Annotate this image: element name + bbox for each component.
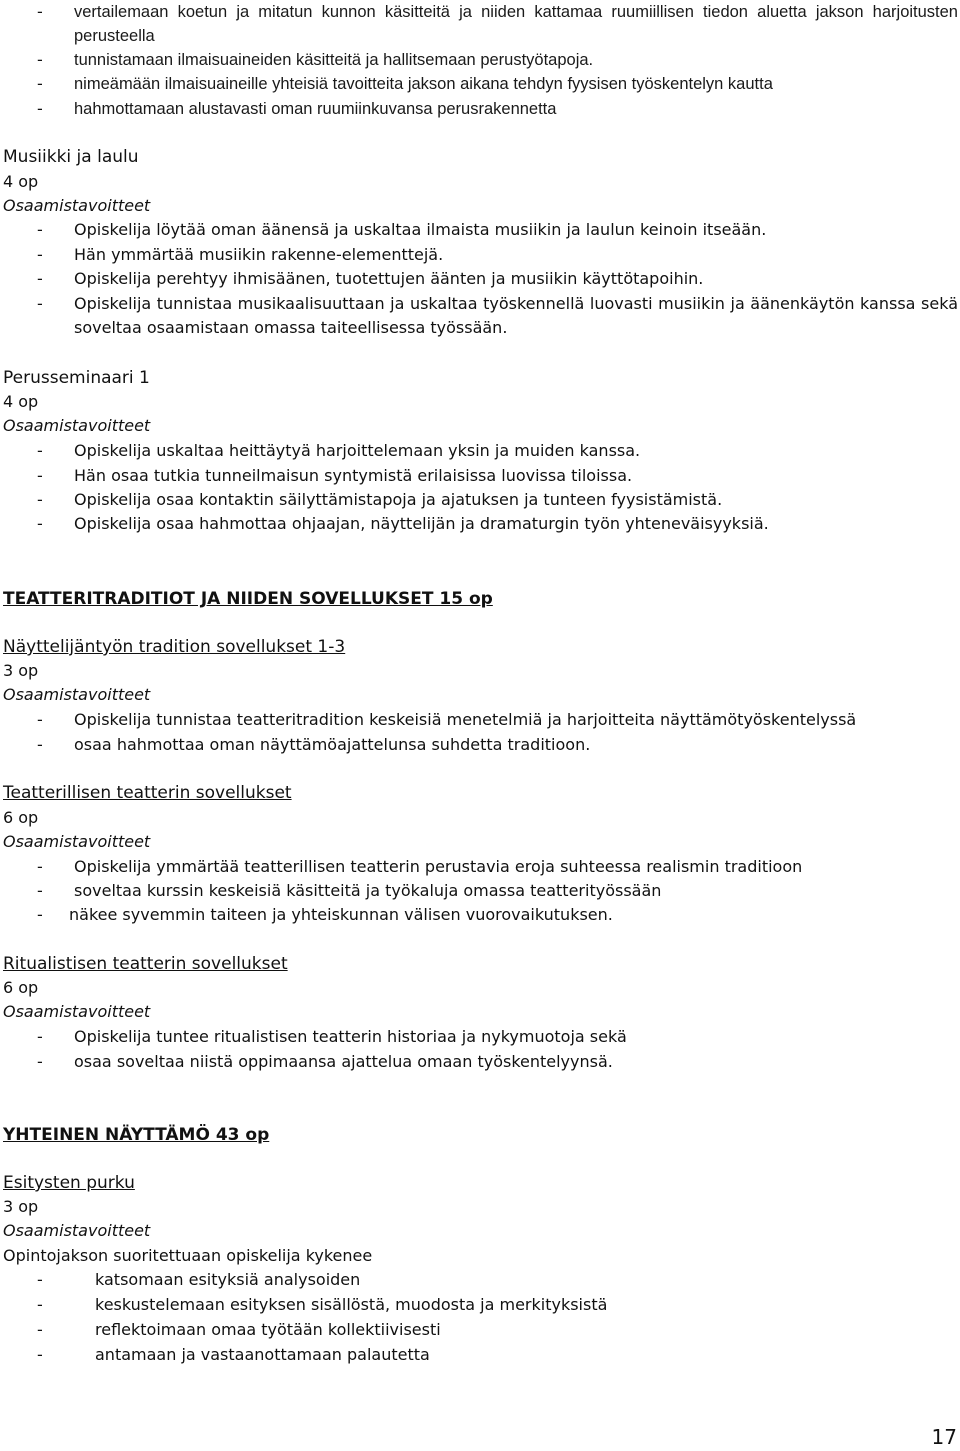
course-credits: 3 op xyxy=(3,661,39,680)
list-dash: - xyxy=(37,2,43,21)
list-dash: - xyxy=(37,1320,43,1339)
list-item: Opiskelija ymmärtää teatterillisen teatterin perustavia eroja suhteessa realismin traditioon xyxy=(74,857,803,876)
list-item: Opiskelija tunnistaa teatteritradition keskeisiä menetelmiä ja harjoitteita näyttämötyöskentelyssä xyxy=(74,710,857,729)
list-dash: - xyxy=(37,220,43,239)
list-dash: - xyxy=(37,881,43,900)
list-item: Opiskelija löytää oman äänensä ja uskaltaa ilmaista musiikin ja laulun keinoin itseään. xyxy=(74,220,767,239)
goals-label: Osaamistavoitteet xyxy=(3,1221,151,1240)
goals-label: Osaamistavoitteet xyxy=(3,685,151,704)
list-item: keskustelemaan esityksen sisällöstä, muodosta ja merkityksistä xyxy=(95,1295,608,1314)
course-title: Ritualistisen teatterin sovellukset xyxy=(3,954,288,974)
course-title: Perusseminaari 1 xyxy=(3,368,150,388)
course-credits: 4 op xyxy=(3,172,39,191)
section-heading: YHTEINEN NÄYTTÄMÖ 43 op xyxy=(3,1125,270,1145)
course-title: Musiikki ja laulu xyxy=(3,147,139,167)
list-dash: - xyxy=(37,490,43,509)
list-dash: - xyxy=(37,1345,43,1364)
list-item: osaa hahmottaa oman näyttämöajattelunsa suhdetta traditioon. xyxy=(74,735,591,754)
list-dash: - xyxy=(37,269,43,288)
list-dash: - xyxy=(37,74,43,93)
goals-label: Osaamistavoitteet xyxy=(3,196,151,215)
goals-label: Osaamistavoitteet xyxy=(3,1002,151,1021)
list-item: vertailemaan koetun ja mitatun kunnon käsitteitä ja niiden kattamaa ruumiillisen tiedon aluetta jakson harjoitusten perusteella xyxy=(74,3,958,45)
list-dash: - xyxy=(37,294,43,313)
goals-label: Osaamistavoitteet xyxy=(3,416,151,435)
list-item: Opiskelija tuntee ritualistisen teatterin historiaa ja nykymuotoja sekä xyxy=(74,1027,627,1046)
list-item: Opiskelija osaa hahmottaa ohjaajan, näyttelijän ja dramaturgin työn yhteneväisyyksiä. xyxy=(74,514,769,533)
list-item: Opiskelija tunnistaa musikaalisuuttaan ja uskaltaa työskennellä luovasti musiikin ja äänenkäytön kanssa sekä soveltaa osaamistaan omassa taiteellisessa työssään. xyxy=(74,294,958,337)
list-dash: - xyxy=(37,1052,43,1071)
course-credits: 6 op xyxy=(3,978,39,997)
course-credits: 4 op xyxy=(3,392,39,411)
list-dash: - xyxy=(37,99,43,118)
list-item: Opiskelija perehtyy ihmisäänen, tuotettujen äänten ja musiikin käyttötapoihin. xyxy=(74,269,704,288)
course-credits: 3 op xyxy=(3,1197,39,1216)
list-dash: - xyxy=(37,905,43,924)
list-item: tunnistamaan ilmaisuaineiden käsitteitä ja hallitsemaan perustyötapoja. xyxy=(74,51,594,69)
course-lead-text: Opintojakson suoritettuaan opiskelija kykenee xyxy=(3,1246,373,1265)
list-item: näkee syvemmin taiteen ja yhteiskunnan välisen vuorovaikutuksen. xyxy=(69,905,613,924)
course-credits: 6 op xyxy=(3,808,39,827)
list-item: Hän ymmärtää musiikin rakenne-elementtejä. xyxy=(74,245,444,264)
list-dash: - xyxy=(37,710,43,729)
list-dash: - xyxy=(37,466,43,485)
list-dash: - xyxy=(37,1270,43,1289)
list-item: Hän osaa tutkia tunneilmaisun syntymistä erilaisissa luovissa tiloissa. xyxy=(74,466,633,485)
list-item: nimeämään ilmaisuaineille yhteisiä tavoitteita jakson aikana tehdyn fyysisen työskentelyn kautta xyxy=(74,75,773,93)
list-item: reflektoimaan omaa työtään kollektiivisesti xyxy=(95,1320,441,1339)
list-item: antamaan ja vastaanottamaan palautetta xyxy=(95,1345,430,1364)
list-item: katsomaan esityksiä analysoiden xyxy=(95,1270,361,1289)
section-heading: TEATTERITRADITIOT JA NIIDEN SOVELLUKSET 15 op xyxy=(3,589,493,609)
list-dash: - xyxy=(37,1027,43,1046)
list-item: soveltaa kurssin keskeisiä käsitteitä ja työkaluja omassa teatterityössään xyxy=(74,881,662,900)
list-dash: - xyxy=(37,50,43,69)
list-item: Opiskelija osaa kontaktin säilyttämistapoja ja ajatuksen ja tunteen fyysistämistä. xyxy=(74,490,723,509)
list-item: osaa soveltaa niistä oppimaansa ajattelua omaan työskentelyynsä. xyxy=(74,1052,613,1071)
list-dash: - xyxy=(37,857,43,876)
course-title: Näyttelijäntyön tradition sovellukset 1-3 xyxy=(3,637,346,657)
page-number: 17 xyxy=(931,1425,957,1449)
list-dash: - xyxy=(37,735,43,754)
goals-label: Osaamistavoitteet xyxy=(3,832,151,851)
list-dash: - xyxy=(37,514,43,533)
list-dash: - xyxy=(37,441,43,460)
list-item: Opiskelija uskaltaa heittäytyä harjoittelemaan yksin ja muiden kanssa. xyxy=(74,441,641,460)
course-title: Teatterillisen teatterin sovellukset xyxy=(3,783,292,803)
list-dash: - xyxy=(37,1295,43,1314)
list-dash: - xyxy=(37,245,43,264)
list-item: hahmottamaan alustavasti oman ruumiinkuvansa perusrakennetta xyxy=(74,100,557,118)
course-title: Esitysten purku xyxy=(3,1173,135,1193)
